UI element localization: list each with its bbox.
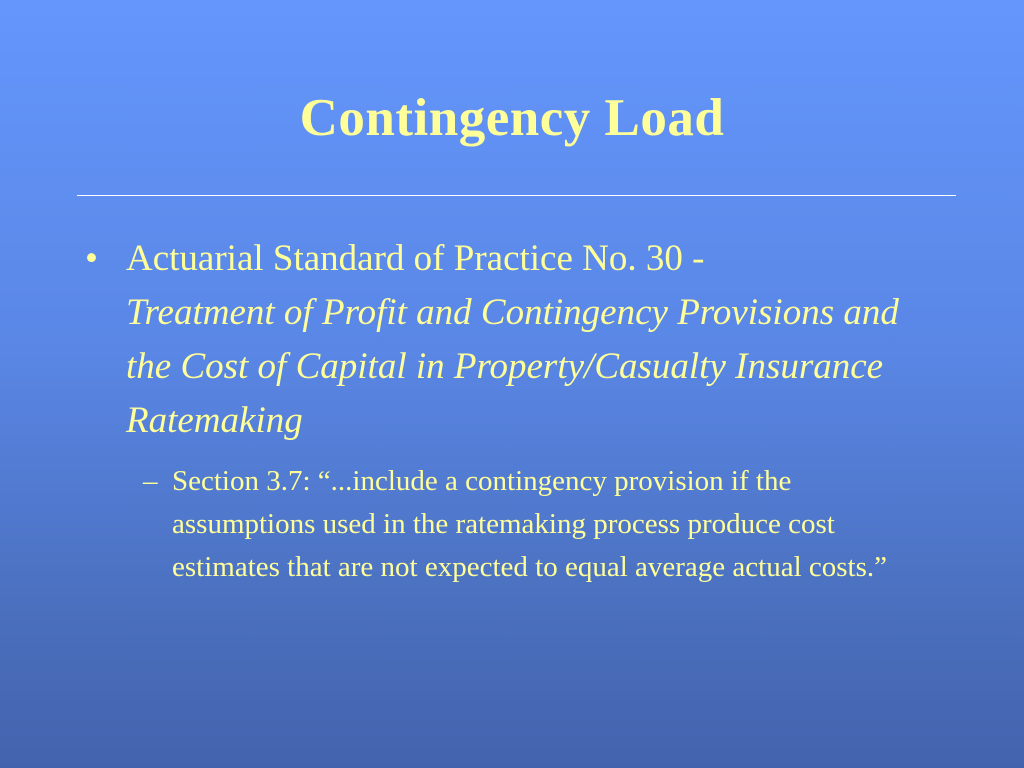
sub-bullet-text: Section 3.7: “...include a contingency provision if the assumptions used in the ratemaking process produce cost estimates that are not expected to equal average actual costs.” [172, 465, 888, 583]
bullet-italic-title: Treatment of Profit and Contingency Provisions and the Cost of Capital in Property/Casualty Insurance Ratemaking [126, 292, 899, 441]
sub-bullet-marker: – [143, 465, 158, 497]
slide-title: Contingency Load [299, 89, 725, 147]
bullet-text [126, 232, 956, 448]
title-divider [77, 195, 956, 196]
bullet-marker: • [85, 238, 98, 279]
bullet-lead-text: Actuarial Standard of Practice No. 30 - [126, 238, 705, 279]
